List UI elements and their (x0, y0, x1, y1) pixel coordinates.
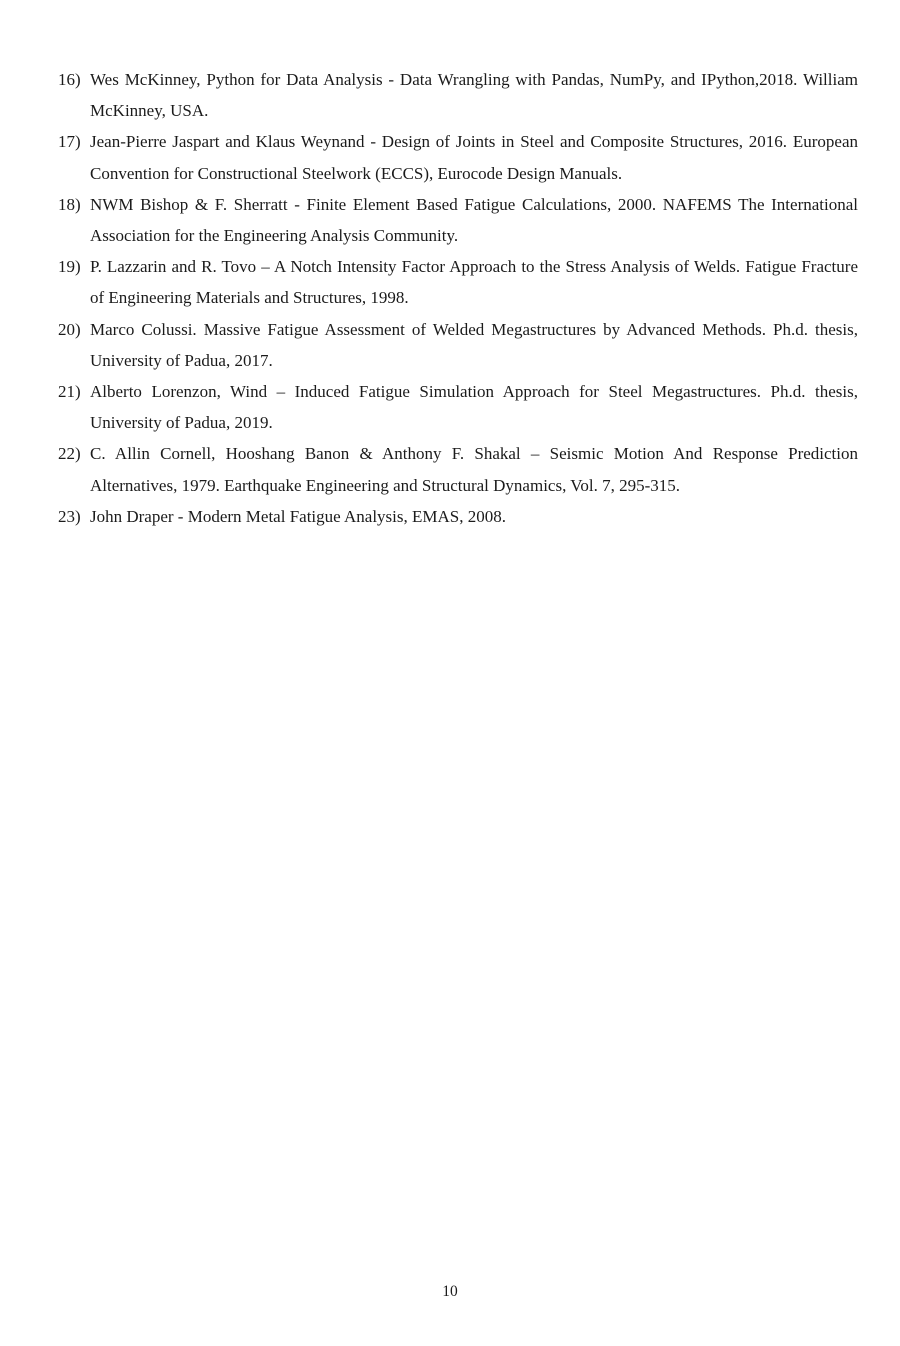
reference-item (58, 126, 858, 188)
reference-item (58, 376, 858, 438)
reference-number: 16) (58, 70, 81, 89)
reference-number: 20) (58, 319, 81, 339)
references-list (58, 64, 858, 532)
reference-item (58, 64, 858, 126)
reference-text: Alberto Lorenzon, Wind – Induced Fatigue Simulation Approach for Steel Megastructures. Ph.d. thesis, University of Padua, 2019. (90, 382, 858, 433)
reference-text: C. Allin Cornell, Hooshang Banon & Anthony F. Shakal – Seismic Motion And Response Prediction Alternatives, 1979. Earthquake Engineering and Structural Dynamics, Vol. 7, 295-315. (90, 444, 858, 495)
reference-number: 19) (58, 257, 81, 277)
page-number: 10 (442, 1283, 458, 1300)
reference-number: 22) (58, 444, 81, 464)
reference-number: 21) (58, 382, 81, 402)
reference-text: P. Lazzarin and R. Tovo – A Notch Intensity Factor Approach to the Stress Analysis of Welds. Fatigue Fracture of Engineering Materials and Structures, 1998. (90, 257, 858, 308)
references-section (58, 64, 858, 532)
reference-text: Marco Colussi. Massive Fatigue Assessment of Welded Megastructures by Advanced Methods. Ph.d. thesis, University of Padua, 2017. (90, 319, 858, 370)
reference-number: 17) (58, 132, 81, 152)
reference-text: Wes McKinney, Python for Data Analysis - Data Wrangling with Pandas, NumPy, and IPython,2018. William McKinney, USA. (90, 70, 858, 121)
reference-number: 23) (58, 506, 81, 526)
reference-text: Jean-Pierre Jaspart and Klaus Weynand - Design of Joints in Steel and Composite Structures, 2016. European Convention for Constructional Steelwork (ECCS), Eurocode Design Manuals. (90, 132, 858, 183)
reference-text: John Draper - Modern Metal Fatigue Analysis, EMAS, 2008. (90, 506, 506, 526)
reference-item (58, 314, 858, 376)
reference-item (58, 501, 858, 532)
reference-item (58, 189, 858, 251)
reference-text: NWM Bishop & F. Sherratt - Finite Element Based Fatigue Calculations, 2000. NAFEMS The International Association for the Engineering Analysis Community. (90, 194, 858, 246)
reference-number: 18) (58, 194, 81, 214)
reference-item (58, 438, 858, 500)
reference-item (58, 251, 858, 313)
